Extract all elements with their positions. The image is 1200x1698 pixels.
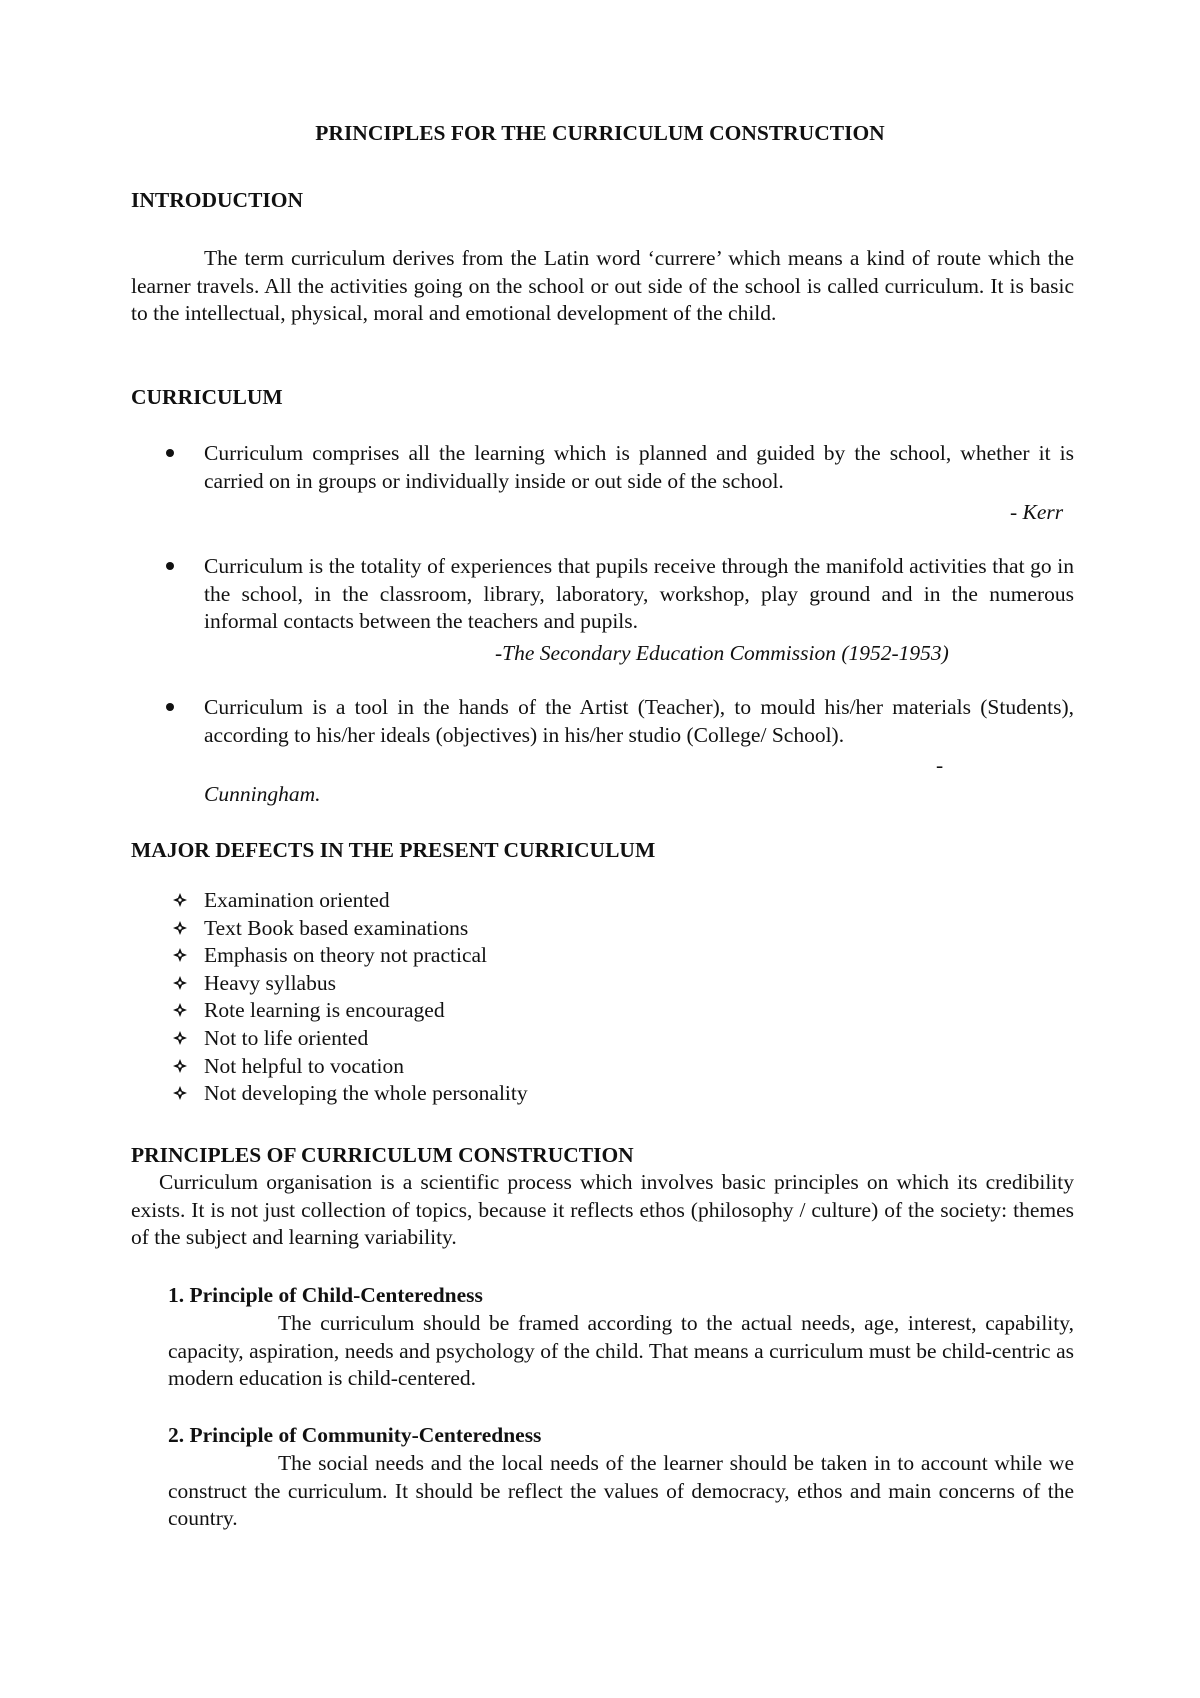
principle-2-text: The social needs and the local needs of the learner should be taken in to account while we construct the curriculum. It should be reflect the values of democracy, ethos and main concerns of the country.	[168, 1451, 1074, 1530]
list-item: Examination oriented	[172, 887, 528, 915]
principles-heading: PRINCIPLES OF CURRICULUM CONSTRUCTION	[131, 1143, 634, 1167]
page-title: PRINCIPLES FOR THE CURRICULUM CONSTRUCTION	[315, 121, 885, 145]
defects-list	[172, 887, 528, 1108]
definition-text: Curriculum comprises all the learning which is planned and guided by the school, whether it is carried on in groups or individually inside or out side of the school.	[204, 441, 1074, 493]
definition-text: Curriculum is a tool in the hands of the Artist (Teacher), to mould his/her materials (Students), according to his/her ideals (objectives) in his/her studio (College/ School).	[204, 695, 1074, 747]
intro-paragraph: The term curriculum derives from the Latin word ‘currere’ which means a kind of route which the learner travels. All the activities going on the school or out side of the school is called curriculum. It is basic to the intellectual, physical, moral and emotional development of the child.	[131, 246, 1074, 325]
bullet-icon	[166, 703, 174, 711]
principle-1-text: The curriculum should be framed according to the actual needs, age, interest, capability, capacity, aspiration, needs and psychology of the child. That means a curriculum must be child-centric as modern education is child-centered.	[168, 1311, 1074, 1390]
defects-heading: MAJOR DEFECTS IN THE PRESENT CURRICULUM	[131, 838, 656, 862]
list-item: Rote learning is encouraged	[172, 997, 528, 1025]
principles-intro: Curriculum organisation is a scientific process which involves basic principles on which its credibility exists. It is not just collection of topics, because it reflects ethos (philosophy / culture) of the society: themes of the subject and learning variability.	[131, 1170, 1074, 1249]
bullet-icon	[166, 562, 174, 570]
curriculum-heading: CURRICULUM	[131, 385, 283, 409]
diamond-bullet-icon	[173, 1003, 187, 1017]
intro-heading: INTRODUCTION	[131, 188, 304, 212]
attribution-dash: -	[936, 753, 944, 777]
diamond-bullet-icon	[173, 1031, 187, 1045]
attribution-commission: -The Secondary Education Commission (1952-1953)	[495, 641, 949, 665]
diamond-bullet-icon	[173, 893, 187, 907]
list-item: Not helpful to vocation	[172, 1053, 528, 1081]
list-item: Not developing the whole personality	[172, 1080, 528, 1108]
list-item: Emphasis on theory not practical	[172, 942, 528, 970]
list-item: Text Book based examinations	[172, 915, 528, 943]
diamond-bullet-icon	[173, 976, 187, 990]
diamond-bullet-icon	[173, 1086, 187, 1100]
list-item: Heavy syllabus	[172, 970, 528, 998]
bullet-icon	[166, 449, 174, 457]
diamond-bullet-icon	[173, 1059, 187, 1073]
definition-text: Curriculum is the totality of experiences that pupils receive through the manifold activities that go in the school, in the classroom, library, laboratory, workshop, play ground and in the numerous informal contacts between the teachers and pupils.	[204, 554, 1074, 633]
diamond-bullet-icon	[173, 921, 187, 935]
diamond-bullet-icon	[173, 948, 187, 962]
principle-2-heading: 2. Principle of Community-Centeredness	[168, 1423, 542, 1447]
principle-1-heading: 1. Principle of Child-Centeredness	[168, 1283, 483, 1307]
list-item: Not to life oriented	[172, 1025, 528, 1053]
attribution-kerr: - Kerr	[1010, 500, 1064, 524]
attribution-cunningham: Cunningham.	[204, 782, 321, 806]
